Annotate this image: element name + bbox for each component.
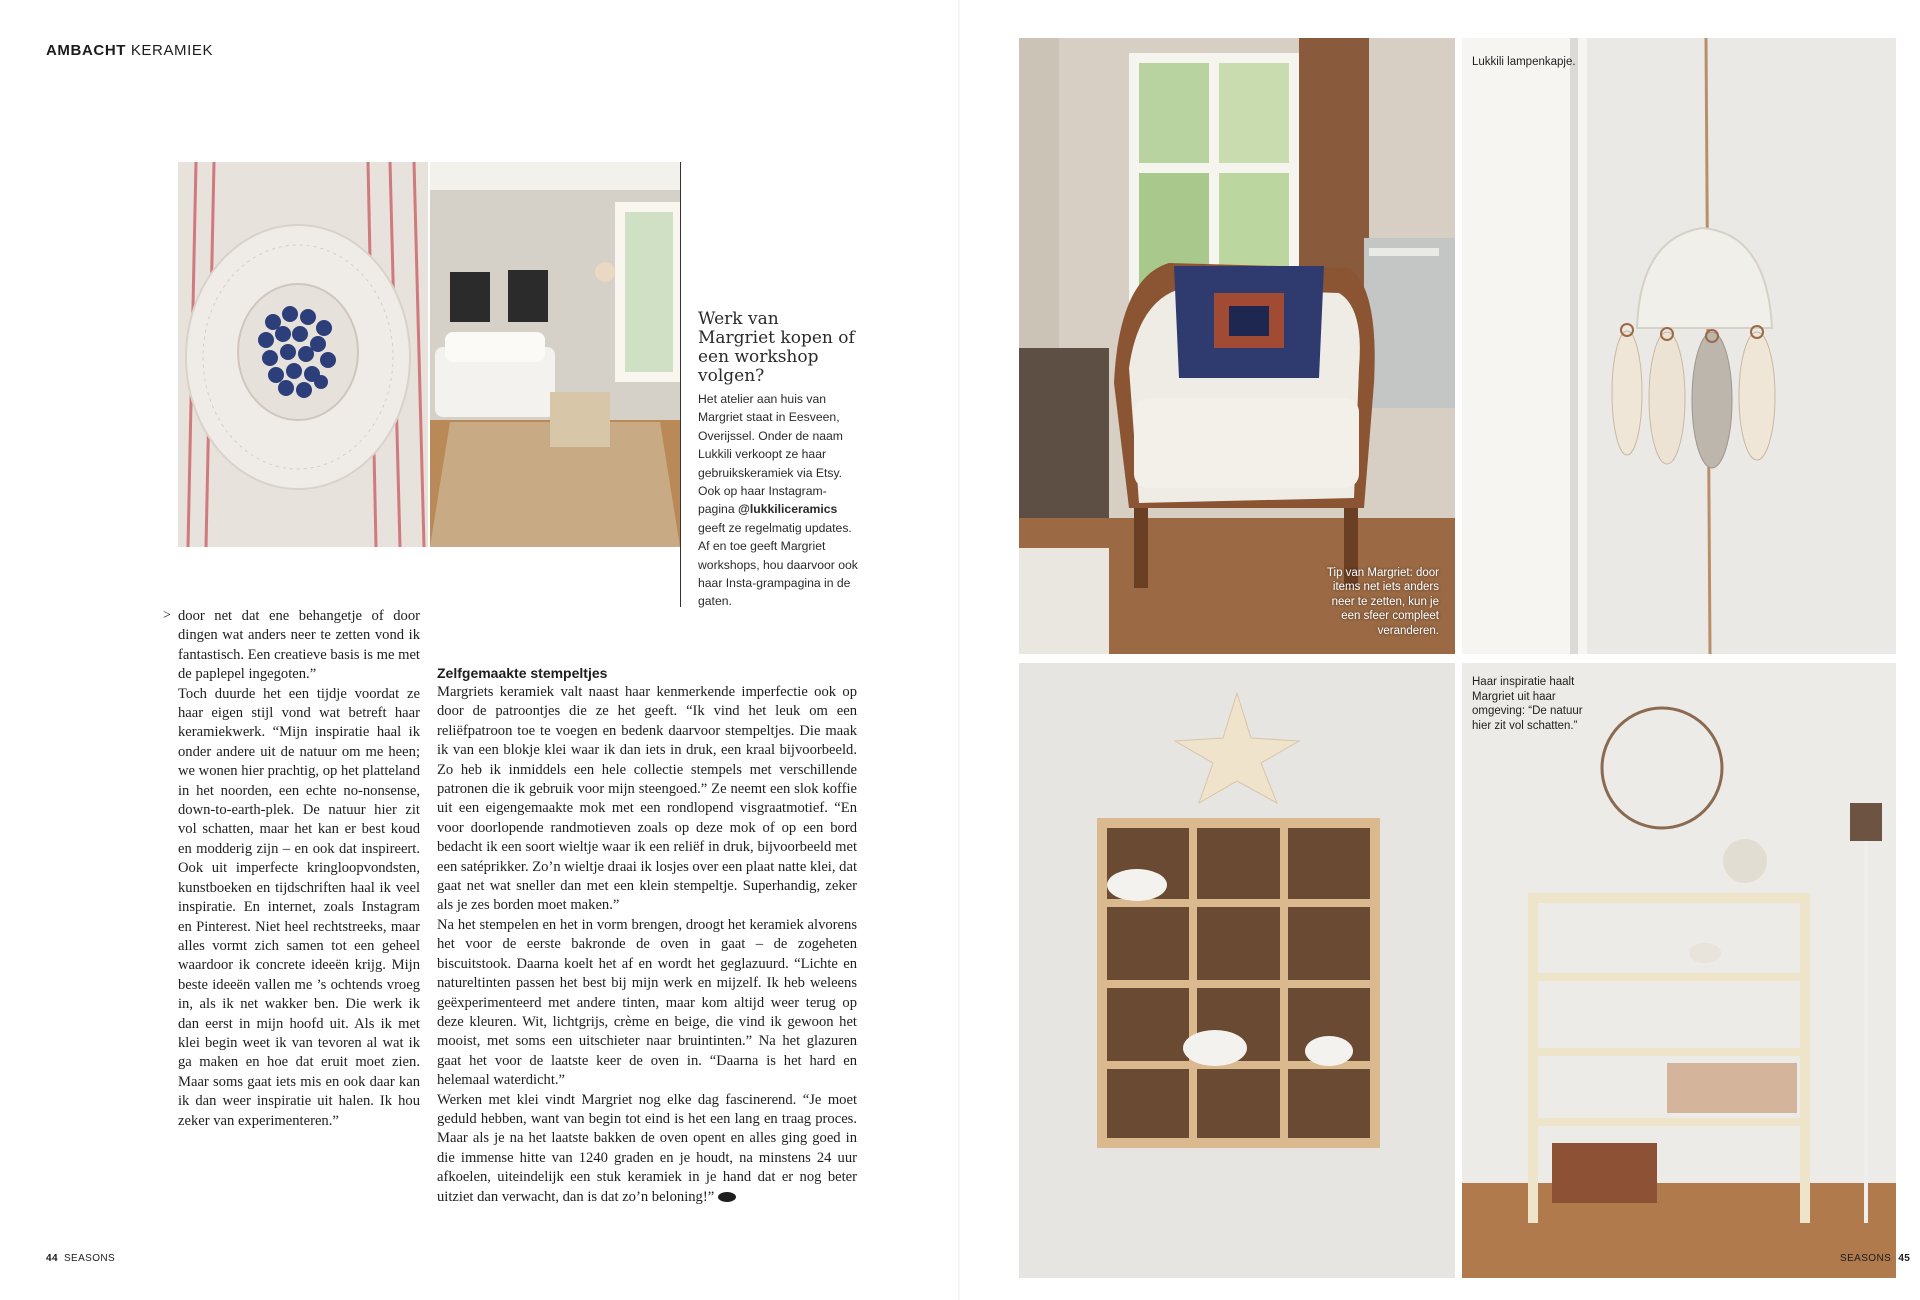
sidebar-text: [698, 390, 858, 611]
section-label: AMBACHT: [46, 42, 127, 59]
topic-label: KERAMIEK: [130, 42, 214, 59]
col1-paragraph-1: door net dat ene behangetje of door dingen wat anders neer te zetten vond ik fantastisch. Een creatieve basis is me met de paplepel ingegoten.”: [178, 608, 420, 683]
col2-paragraph-2: Na het stempelen en het in vorm brengen, droogt het keramiek alvorens het voor de eerste bakronde de oven in gaat – de zogeheten biscuitstook. Daarna koelt het af en wordt het geglazuurd. “Lichte en natureltinten passen het best bij mijn werk en mijzelf. Ik heb weleens geëxperimenteerd met andere tinten, maar kom altijd weer terug op deze kleuren. Wit, lichtgrijs, crème en beige, die vind ik gewoon het mooist, met soms een uitschieter naar bruintinten.” Na het glazuren gaat het voor de laatste keer de oven in. “Daarna is het hard en helemaal waterdicht.”: [437, 916, 857, 1089]
end-mark-icon: [718, 1192, 736, 1202]
wall-shelf-image: [1019, 663, 1455, 1278]
instagram-handle: @lukkiliceramics: [737, 502, 838, 517]
folio-label-left: SEASONS: [63, 1253, 116, 1264]
col2-paragraph-3-wrap: [437, 1091, 857, 1207]
page-number-left: 44: [46, 1253, 58, 1264]
folio-left: [46, 1253, 115, 1264]
folio-right: [1840, 1253, 1910, 1264]
photo-shelving-unit: [1462, 663, 1896, 1278]
col2-paragraph-1: Margriets keramiek valt naast haar kenmerkende imperfectie ook op door de patroontjes die ze het geeft. “Ik vind het leuk om een reliëfpatroon toe te voegen en bedenk daarvoor stempeltjes. Die maak ik van een blokje klei waar ik dan iets in druk, een kraal bijvoorbeeld. Zo heb ik inmiddels een hele collectie stempels met verschillende patronen die ik gebruik voor mijn steengoed.” Ze neemt een slok koffie uit een eigengemaakte mok met een rondlopend visgraatmotief. “En voor doorlopende randmotieven zoals op deze mok of op een bord bedacht ik een soort wieltje waar ik een reliëf in druk, bijvoorbeeld met een satéprikker. Zo’n wieltje draai ik losjes over een plaat natte klei, dat gaat net wat sneller dan met een klein stempeltje. Superhandig, zeker als je zes borden moet maken.”: [437, 684, 857, 914]
photo-armchair: [1019, 38, 1455, 654]
sidebar-rule: [680, 162, 681, 607]
caption-armchair: Tip van Margriet: door items net iets anders neer te zetten, kun je een sfeer compleet veranderen.: [1326, 566, 1439, 637]
section-header: [46, 42, 213, 59]
living-room-image: [430, 162, 680, 547]
armchair-image: [1019, 38, 1455, 654]
shelving-unit-image: [1462, 663, 1896, 1278]
col2-paragraph-3: Werken met klei vindt Margriet nog elke dag fascinerend. “Je moet geduld hebben, want van begin tot eind is het een lang en traag proces. Maar als je na het laatste bakken de oven opent en alles ging goed in die immense hitte van 1240 graden en je houdt, na minstens 24 uur afkoelen, uiteindelijk een stuk keramiek in je hand dat er nog beter uitziet dan verwacht, dan is dat zo’n beloning!”: [437, 1091, 857, 1205]
sidebar-title: Werk van Margriet kopen of een workshop volgen?: [698, 309, 855, 386]
sidebar-text-before: Het atelier aan huis van Margriet staat in Eesveen, Overijssel. Onder de naam Lukkili verkoopt ze haar gebruikskeramiek via Etsy. Ook op haar Instagram-pagina: [698, 392, 843, 517]
photo-living-room: [430, 162, 680, 547]
sidebar-text-after: geeft ze regelmatig updates. Af en toe geeft Margriet workshops, hou daarvoor ook haar Insta-grampagina in de gaten.: [698, 520, 858, 609]
info-sidebar: [698, 310, 858, 611]
caption-shelf: Haar inspiratie haalt Margriet uit haar omgeving: “De natuur hier zit vol schatten.”: [1472, 676, 1583, 732]
blueberry-plate-image: [178, 162, 428, 547]
body-column-1: [178, 607, 420, 1131]
right-page: [960, 0, 1920, 1300]
lampshade-image: [1462, 38, 1896, 654]
photo-lampshade: [1462, 38, 1896, 654]
folio-label-right: SEASONS: [1840, 1253, 1892, 1264]
col1-paragraph-2: Toch duurde het een tijdje voordat ze haar eigen stijl vond wat betreft haar keramiekwerk. “Mijn inspiratie haal ik onder andere uit de natuur om me heen; we wonen hier prachtig, op het platteland in het noorden, een echte no-nonsense, down-to-earth-plek. De natuur hier zit vol schatten, maar het kan er best koud en modderig zijn – en ook dat inspireert. Ook uit imperfecte kringloopvondsten, kunstboeken en tijdschriften haal ik veel inspiratie. En internet, zoals Instagram en Pinterest. Niet heel rechtstreeks, maar alles vormt zich samen tot een geheel waardoor ik concrete ideeën krijg. Mijn beste ideeën vallen me ’s ochtends vroeg in, als ik net wakker ben. Die werk ik dan eerst in mijn hoofd uit. Als ik met klei begin weet ik van tevoren al wat ik ga maken en hoe dat eruit moet zien. Maar soms gaat iets mis en ook daar kan ik dan weer inspiratie uit halen. Ik hou zeker van experimenteren.”: [178, 685, 420, 1129]
caption-lamp: Lukkili lampenkapje.: [1472, 56, 1576, 68]
body-column-2: [437, 664, 857, 1207]
page-number-right: 45: [1898, 1253, 1911, 1264]
continue-marker: >: [163, 608, 171, 623]
photo-wall-shelf: [1019, 663, 1455, 1278]
photo-blueberry-plate: [178, 162, 428, 547]
subheading: Zelfgemaakte stempeltjes: [437, 665, 608, 681]
